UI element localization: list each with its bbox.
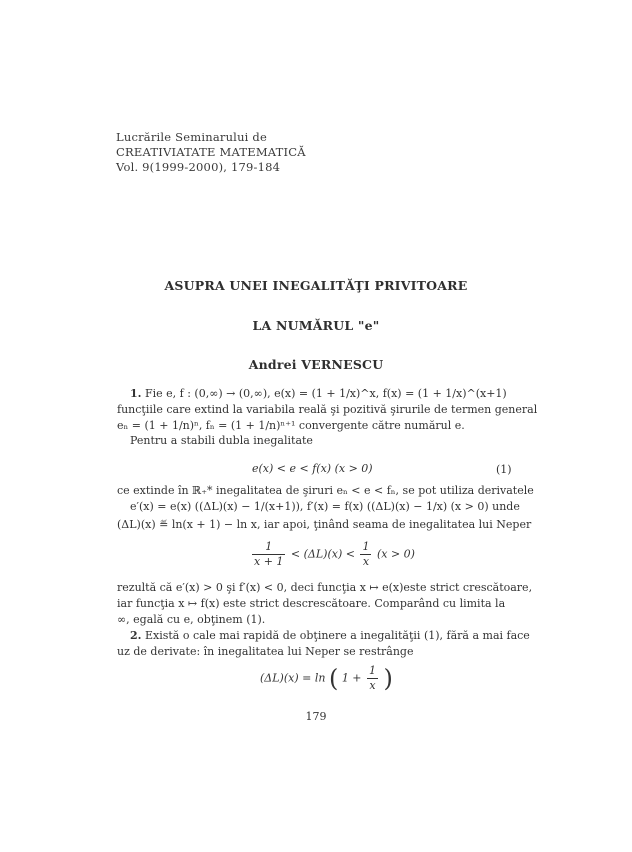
- paragraph-5-line-1: 2. Există o cale mai rapidă de obţinere a inegalităţii (1), fără a mai face: [130, 629, 530, 642]
- fraction-1-over-x-2: $\frac{1}{x}$: [369, 664, 377, 692]
- paragraph-1-line-1: 1. Fie e, f : (0,∞) → (0,∞), e(x) = (1 + 1/x)^x, f(x) = (1 + 1/x)^(x+1): [130, 387, 507, 400]
- paragraph-4-line-1: rezultă că e′(x) > 0 şi f′(x) < 0, deci funcţia x ↦ e(x)este strict crescătoare,: [117, 581, 533, 594]
- paragraph-1-line-3: eₙ = (1 + 1/n)ⁿ, fₙ = (1 + 1/n)ⁿ⁺¹ convergente către numărul e.: [117, 419, 465, 432]
- fraction-1-over-x: $\frac{1}{x}$: [362, 540, 370, 568]
- author: [0, 357, 632, 372]
- section-1-number: 1.: [130, 387, 142, 400]
- equation-1: e(x) < e < f(x) (x > 0): [252, 462, 373, 475]
- paper-title-line2: LA NUMĂRUL "e": [252, 318, 380, 333]
- author-first-name: Andrei: [248, 357, 297, 372]
- journal-series: CREATIVIATATE MATEMATICĂ: [116, 145, 306, 159]
- neper-inequality: $\frac{1}{x + 1}$ < (ΔL)(x) < $\frac{1}{x}$ (x > 0): [254, 540, 415, 568]
- paragraph-3-line-3: (ΔL)(x) ≝ ln(x + 1) − ln x, iar apoi, ţinând seama de inegalitatea lui Neper: [117, 518, 532, 531]
- paragraph-3-line-1: ce extinde în ℝ₊* inegalitatea de şiruri eₙ < e < fₙ, se pot utiliza derivatele: [117, 484, 534, 497]
- paragraph-3-line-2: e′(x) = e(x) ((ΔL)(x) − 1/(x+1)), f′(x) = f(x) ((ΔL)(x) − 1/x) (x > 0) unde: [130, 500, 520, 513]
- right-paren: ): [383, 664, 393, 693]
- paragraph-4-line-2: iar funcţia x ↦ f(x) este strict descrescătoare. Comparând cu limita la: [117, 597, 506, 610]
- journal-name: Lucrările Seminarului de: [116, 130, 267, 144]
- author-last-name: VERNESCU: [301, 357, 384, 372]
- paragraph-1-line-2: funcţiile care extind la variabila reală şi pozitivă şirurile de termen general: [117, 403, 538, 416]
- fraction-1-over-x-plus-1: $\frac{1}{x + 1}$: [254, 540, 284, 568]
- delta-l-equation: (ΔL)(x) = ln ( 1 + $\frac{1}{x}$ ): [260, 664, 393, 693]
- equation-1-number: (1): [496, 463, 512, 476]
- left-paren: (: [328, 664, 339, 693]
- paragraph-2-line-1: Pentru a stabili dubla inegalitate: [130, 434, 313, 447]
- section-2-number: 2.: [130, 629, 142, 642]
- journal-volume: Vol. 9(1999-2000), 179-184: [116, 160, 281, 174]
- paragraph-5-line-2: uz de derivate: în inegalitatea lui Neper se restrânge: [117, 645, 414, 658]
- page-number: 179: [305, 710, 327, 723]
- paper-title-line1: ASUPRA UNEI INEGALITĂŢI PRIVITOARE: [164, 278, 468, 293]
- paragraph-4-line-3: ∞, egală cu e, obţinem (1).: [117, 613, 266, 626]
